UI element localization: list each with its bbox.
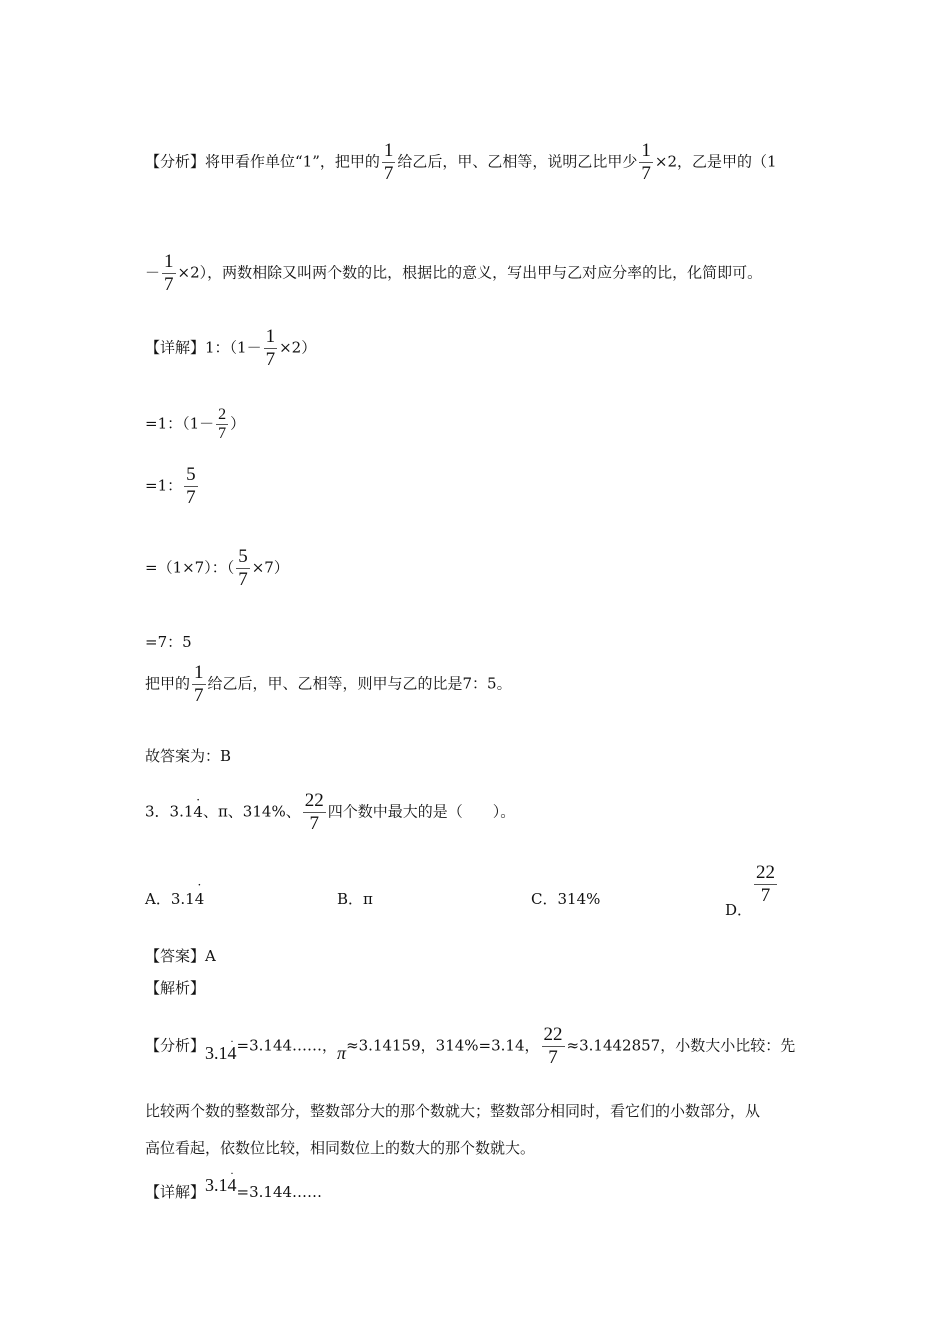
question-3: 3．3.1· 4、π、314%、 $\frac{22}{7}$ 四个数中最大的是（ ）。 — [145, 790, 515, 835]
analysis-line-2 — [145, 251, 762, 296]
fraction-one-seventh: $\frac{1}{7}$ — [641, 140, 651, 184]
fraction-one-seventh: $\frac{1}{7}$ — [194, 662, 204, 706]
analysis-3-line-2: 比较两个数的整数部分，整数部分大的那个数就大；整数部分相同时，看它们的小数部分，从 — [145, 1102, 761, 1120]
analysis-3-line-1: 【分析】3.1· 4=3.144……，π≈3.14159，314%=3.14， $\frac{22}{7}$ ≈3.1442857，小数大小比较：先 — [145, 1024, 795, 1069]
detail-step-4: =（1×7）：（ $\frac{5}{7}$ ×7） — [145, 546, 289, 590]
number-3-14-repeating: 3.1· 4 — [205, 1043, 237, 1063]
detail-step-5: =7：5 — [145, 633, 192, 651]
minus-sign: － — [145, 263, 161, 282]
fraction-one-seventh: $\frac{1}{7}$ — [265, 326, 276, 370]
detail-step-3: =1： $\frac{5}{7}$ — [145, 464, 196, 508]
analysis-text: 给乙后，甲、乙相等，说明乙比甲少 — [397, 152, 638, 171]
option-d[interactable]: D． $\frac{22}{7}$ — [725, 862, 776, 919]
answer-statement: 故答案为：B — [145, 747, 232, 765]
fraction-five-sevenths: $\frac{5}{7}$ — [238, 546, 248, 590]
analysis-text: ×2，乙是甲的（1 — [654, 152, 777, 171]
fraction-one-seventh: $\frac{1}{7}$ — [164, 251, 174, 295]
fraction-five-sevenths: $\frac{5}{7}$ — [186, 464, 196, 508]
fraction-two-sevenths: $\frac{2}{7}$ — [218, 406, 227, 442]
analysis-text: ×2），两数相除又叫两个数的比，根据比的意义，写出甲与乙对应分率的比，化简即可。 — [177, 263, 763, 282]
explanation-label: 【解析】 — [145, 979, 206, 997]
pi-symbol: π — [337, 1042, 347, 1063]
option-c[interactable]: C．314% — [531, 890, 601, 908]
detail-step-2: =1：（1－ $\frac{2}{7}$ ） — [145, 406, 246, 442]
analysis-line-1 — [145, 140, 777, 185]
detail-3: 【详解】3.1· 4=3.144…… — [145, 1181, 322, 1202]
analysis-text: 【分析】将甲看作单位“1”，把甲的 — [145, 152, 380, 171]
fraction-one-seventh: $\frac{1}{7}$ — [383, 140, 394, 184]
answer-label: 【答案】A — [145, 947, 216, 965]
fraction-twenty-two-sevenths: $\frac{22}{7}$ — [304, 790, 324, 834]
option-b[interactable]: B．π — [337, 890, 373, 908]
option-a[interactable]: A．3.1· 4 — [145, 888, 204, 909]
detail-conclusion: 把甲的 $\frac{1}{7}$ 给乙后，甲、乙相等，则甲与乙的比是7：5。 — [145, 662, 512, 706]
analysis-3-line-3: 高位看起，依数位比较，相同数位上的数大的那个数就大。 — [145, 1139, 536, 1157]
repeating-digit: · 4 — [193, 802, 203, 822]
number-3-14-repeating: 3.1· 4 — [205, 1175, 237, 1195]
detail-step-1: 【详解】1：（1－ $\frac{1}{7}$ ×2） — [145, 326, 317, 370]
fraction-twenty-two-sevenths: $\frac{22}{7}$ — [756, 862, 776, 906]
fraction-twenty-two-sevenths: $\frac{22}{7}$ — [543, 1024, 563, 1068]
repeating-digit: · 4 — [195, 890, 205, 908]
